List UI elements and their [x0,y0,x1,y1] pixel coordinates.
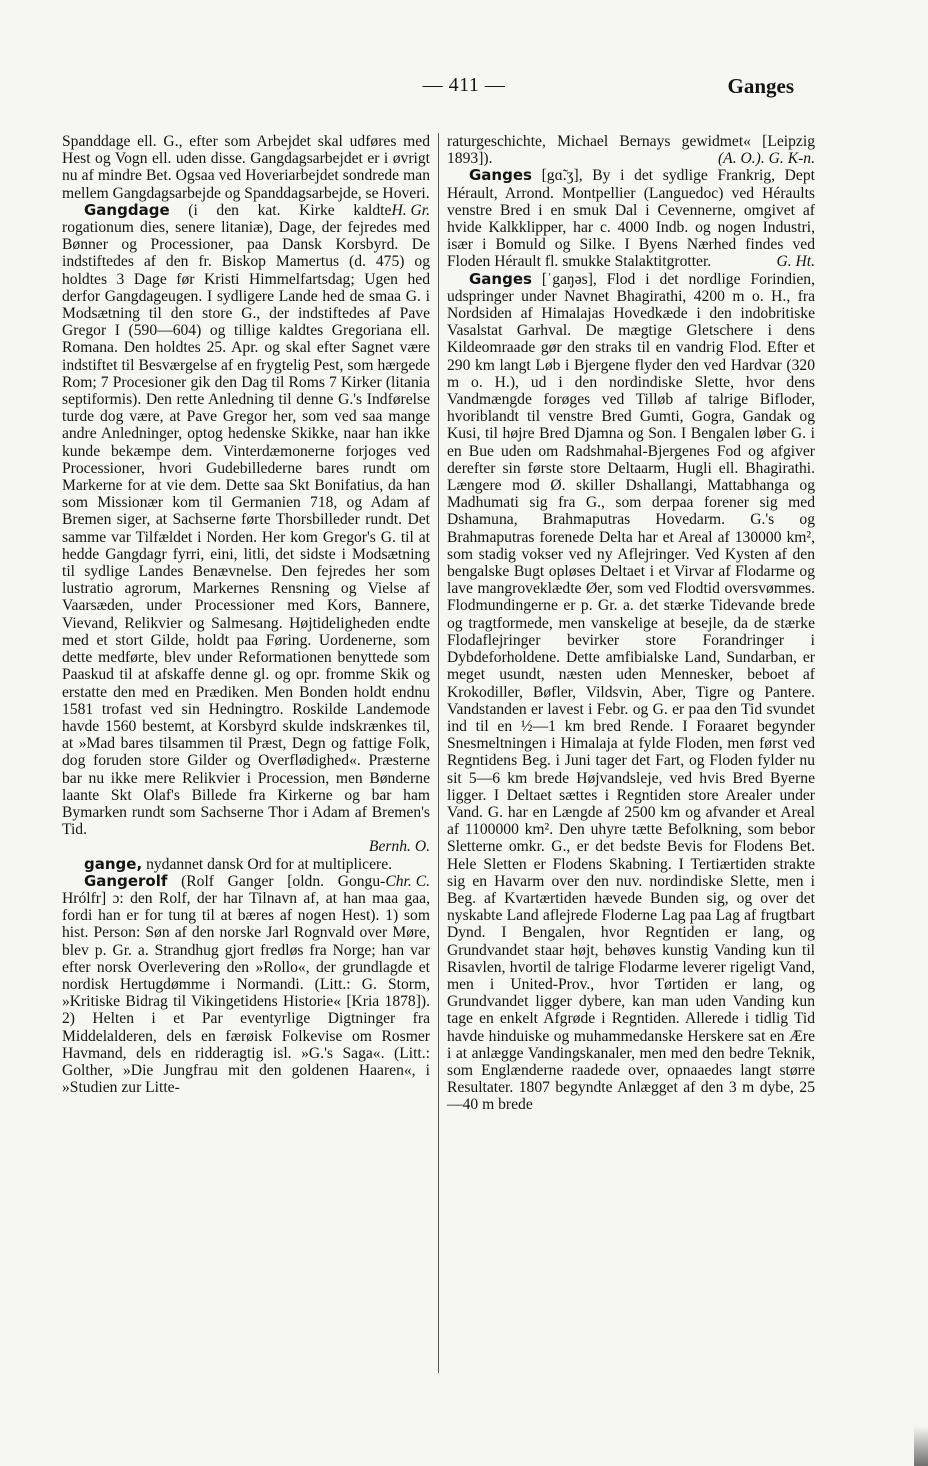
running-head: Ganges [727,74,794,98]
left-column [62,133,430,1096]
right-column [447,133,815,1114]
column-divider [438,133,439,1373]
entry-signature: H. Gr. [391,201,430,219]
entry-headword: Ganges [469,269,532,288]
entry-gangerolf-continuation [447,133,815,167]
entry-ganges-river [447,271,815,1114]
entry-signature: Bernh. O. [368,838,430,856]
entry-ganges-town [447,167,815,270]
entry-text: [gɑ̃.ʒ], By i det sydlige Frankrig, Dept Hérault, Arrond. Montpellier (Languedoc) ved Héraults venstre Bred i en smuk Dal i Cevennerne, omgivet af hvide Kalkklipper, har c. 4000 Indb. og nogen Industri, især i Bomuld og Silke. I Byens Nærhed findes ved Floden Hérault fl. smukke Stalaktitgrotter. [447,167,815,271]
entry-signature: Chr. C. [385,872,430,890]
entry-text: Spanddage ell. G., efter som Arbejdet skal udføres med Hest og Vogn ell. uden disse. Gangdagsarbejdet er i øvrigt nu af mindre Bet. Ogsaa ved Hoveriarbejdet sondrede man mellem Gangdagsarbejde og Spanddagsarbejde, se Hoveri. [62,133,430,202]
entry-text: [ˈgaŋəs], Flod i det nordlige Forindien, udspringer under Navnet Bhagirathi, 4200 m o. H., fra Nordsiden af Himalajas Hovedkæde i den indobritiske Vasalstat Garhval. De mægtige Gletschere i dens Kildeomraade gør den straks til en vandrig Flod. Efter et 290 km langt Løb i Bjergene flyder den ved Hardvar (320 m o. H.), ud i den nordindiske Slette, hvor dens Vandmængde forøges ved Tilløb af talrige Bifloder, hvoriblandt til venstre Bred Gumti, Gogra, Gandak og Kusi, til højre Bred Djamna og Son. I Bengalen løber G. i en Bue uden om Radshmahal-Bjergenes Fod og afgiver derefter sin første store Deltaarm, Hugli ell. Bhagirathi. Længere mod Ø. skiller Dshallangi, Mattabhanga og Madhumati sig fra G., som derpaa forener sig med Dshamuna, Brahmaputras Hovedarm. G.'s og Brahmaputras forenede Delta har et Areal af 130000 km², som stadig vokser ved ny Aflejringer. Ved Kysten af den bengalske Bugt opløses Deltaet i et Virvar af Flodarme og lave mangroveklædte Øer, som ved Flodtid oversvømmes. Flodmundingerne er p. Gr. a. det stærke Tidevande brede og tragtformede, men vanskelige at besejle, da de stærke Flodaflejringer bevirker store Forandringer i Dybdeforholdene. Dette amfibialske Land, Sundarban, er meget usundt, næsten uden Mennesker, beboet af Krokodiller, Bøfler, Vildsvin, Aber, Tigre og Pantere. Vandstanden er lavest i Febr. og G. er paa den Tid svundet ind til en ½—1 km bred Rende. I Foraaret begynder Snesmeltningen i Himalaja at fylde Floden, men først ved Regntidens Beg. i Juni tager det Fart, og Floden fylder nu sit 5—6 km brede Højvandsleje, ved hvis Bred Byerne ligger. I Deltaet sættes i Regntiden store Arealer under Vand. G. har en Længde af 2500 km og afvander et Areal af 1100000 km². Den uhyre tætte Befolkning, som bebor Sletterne omkr. G., er det bedste Bevis for Flodens Bet. Hele Sletten er Flodens Skabning. I Tertiærtiden strakte sig en Havarm over den nuv. nordindiske Slette, men i Beg. af Kvartærtiden hævede Bunden sig, og over det nyskabte Land aflejrede Floderne Lag paa Lag af frugtbart Dynd. I Bengalen, hvor Regntiden er lang, og Grundvandet staar højt, behøves kunstig Vanding kun til Risavlen, hvortil de talrige Flodarme leverer rigeligt Vand, men i United-Prov., hvor Tørtiden er lang, og Grundvandet ligger dybere, kan man uden Vanding kun tage en enkelt Afgrøde i Regntiden. Allerede i tidlig Tid havde hinduiske og muhammedanske Herskere sat en Ære i at anlægge Vandingskanaler, men med den bedre Teknik, som Englænderne raadede over, opnaaedes langt større Resultater. 1807 begyndte Anlægget af den 3 m dybe, 25—40 m brede [447,270,815,1114]
entry-text: (i den kat. Kirke kaldte rogationum dies, senere litaniæ), Dage, der fejredes med Bønner og Processioner, paa Dansk Korsbyrd. De indstiftedes af den fr. Biskop Mamertus (d. 475) og holdtes 3 Dage før Kristi Himmelfartsdag; Ugen hed derfor Gangdageugen. I sydligere Lande hed de smaa G. i Modsætning til den store G., der indstiftedes af Pave Gregor I (590—604) og tillige kaldtes Gregoriana ell. Romana. Den holdtes 25. Apr. og skal efter Sagnet være indstiftet til Besværgelse af en frygtelig Pest, som hærgede Rom; 7 Procesioner gik den Dag til Roms 7 Kirker (litania septiformis). Den rette Anledning til denne G.'s Indførelse turde dog være, at Pave Gregor her, som ved saa mange andre Anledninger, optog hedenske Skikke, naar han ikke kunde bekæmpe dem. Vinterdæmonerne forjoges ved Processioner, hvori Gudebillederne bares rundt om Markerne for at vie dem. Dette saa Skt Bonifatius, da han som Missionær kom til Germanien 718, og Adam af Bremen siger, at Sachserne førte Thorsbilleder rundt. Det samme var Tilfældet i Norden. Her kom Gregor's G. til at hedde Gangdagr fyrri, eini, litli, det sidste i Modsætning til sydlige Landes Benævnelse. Den fejredes her som lustratio agrorum, Markernes Rensning og Vielse af Vaarsæden, under Processioner med Kors, Bannere, Vievand, Relikvier og Salmesang. Højtideligheden endte med et stort Gilde, holdt paa Føring. Uordenerne, som dette medførte, blev under Reformationen benyttede som Paaskud til at afskaffe denne gl. og opr. fromme Skik og erstatte den med en Prædiken. Men Bonden holdt endnu 1581 trofast ved sin Hedningtro. Roskilde Landemode havde 1560 bestemt, at Korsbyrd skulde indskrænkes til, at »Mad bares tilsammen til Præst, Degn og fattige Folk, dog foruden store Gilder og Overflødighed«. Præsterne bar nu ikke mere Relikvier i Procession, men Bønderne laante Skt Olaf's Billede fra Kirkerne og bar ham Bymarken rundt som Sachserne Thor i Adam af Bremen's Tid. [62,201,430,839]
entry-text: raturgeschichte, Michael Bernays gewidmet« [Leipzig 1893]). [447,133,815,168]
entry-text: (Rolf Ganger [oldn. Gongu-Hrólfr] ɔ: den Rolf, der har Tilnavn af, at han maa gaa, fordi han er for tung til at bæres af nogen Hest). 1) som hist. Person: Søn af den norske Jarl Rognvald over Møre, blev p. Gr. a. Strandhug gjort fredløs fra Norge; han var efter norsk Overlevering den »Rollo«, der grundlagde et nordisk Hertugdømme i Normandi. (Litt.: G. Storm, »Kritiske Bidrag til Vikingetidens Historie« [Kria 1878]). 2) Helten i et Par eventyrlige Digtninger fra Middelalderen, dels en færøisk Folkevise om Rosmer Havmand, dels en ridderagtig isl. »G.'s Saga«. (Litt.: Golther, »Die Jungfrau mit den goldenen Haaren«, i »Studien zur Litte- [62,872,430,1097]
entry-signature: (A. O.). G. K-n. [717,150,815,168]
entry-signature: G. Ht. [776,253,815,271]
entry-text: nydannet dansk Ord for at multiplicere. [146,855,393,873]
scan-edge-mark [914,1426,928,1466]
entry-headword: Gangerolf [84,871,168,890]
entry-gangerolf [62,873,430,1097]
entry-gangdage [62,202,430,856]
entry-headword: gange, [84,854,143,873]
entry-headword: Gangdage [84,200,170,219]
entry-headword: Ganges [469,166,532,185]
page-number: — 411 — [422,74,506,96]
